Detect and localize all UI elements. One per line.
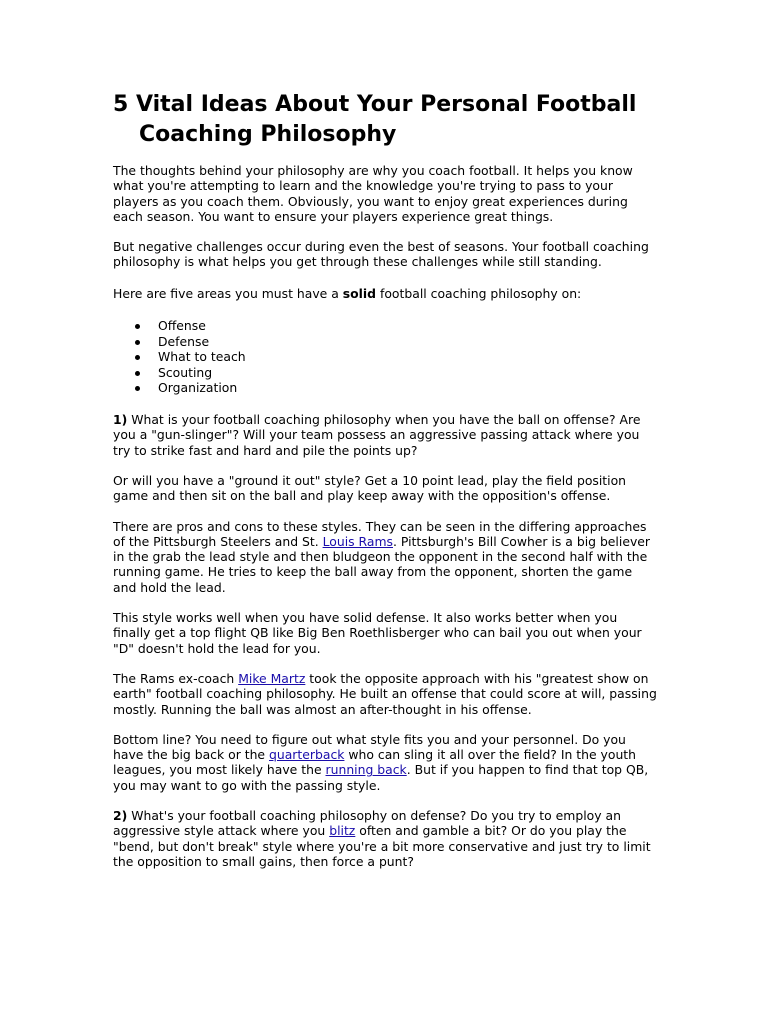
quarterback-link[interactable]: quarterback xyxy=(269,747,345,763)
list-item: Offense xyxy=(158,318,658,334)
running-back-link[interactable]: running back xyxy=(325,762,407,778)
bottom-text-3: . But if you happen to find that top QB, you may want to go with the passing style. xyxy=(113,762,649,793)
paragraph-challenges: But negative challenges occur during even the best of seasons. Your football coaching philosophy is what helps you get through these challenges while still standing. xyxy=(113,239,649,270)
list-item: Scouting xyxy=(158,365,658,381)
paragraph-five-areas xyxy=(113,286,658,301)
pros-text-after: . Pittsburgh's Bill Cowher is a big believer in the grab the lead style and then bludgeon the opponent in the second half with the running game. He tries to keep the ball away from the opponent, shorten the game and hold the lead. xyxy=(113,533,650,595)
mike-martz-link[interactable]: Mike Martz xyxy=(238,670,306,686)
paragraph-style-works: This style works well when you have solid defense. It also works better when you finally get a top flight QB like Big Ben Roethlisberger who can bail you out when your "D" doesn't hold the lead for you. xyxy=(113,610,642,656)
five-areas-bold-word: solid xyxy=(342,285,377,301)
article-title xyxy=(113,90,673,150)
paragraph-bottom-line xyxy=(113,732,658,793)
article-body xyxy=(113,163,658,884)
paragraph-intro: The thoughts behind your philosophy are why you coach football. It helps you know what you're attempting to learn and the knowledge you're trying to pass to your players as you coach them. Obviously, you want to enjoy great experiences during each season. You want to ensure your players experience great things. xyxy=(113,163,633,224)
title-line-1: 5 Vital Ideas About Your Personal Football xyxy=(113,92,637,117)
rams-text-before: The Rams ex-coach xyxy=(113,670,239,686)
title-line-2: Coaching Philosophy xyxy=(139,122,397,147)
paragraph-pros-cons xyxy=(113,519,658,595)
question-1-number: 1) xyxy=(113,412,128,428)
paragraph-ground-it-out: Or will you have a "ground it out" style? Get a 10 point lead, play the field position game and then sit on the ball and play keep away with the opposition's offense. xyxy=(113,472,627,504)
five-areas-text-before: Here are five areas you must have a xyxy=(113,285,343,301)
paragraph-question-1 xyxy=(113,412,658,458)
question-2-text-2: often and gamble a bit? Or do you play the "bend, but don't break" style where you're a bit more conservative and just try to limit the opposition to small gains, then force a punt? xyxy=(113,823,651,869)
paragraph-question-2 xyxy=(113,808,658,869)
list-item: Organization xyxy=(158,380,658,396)
bottom-text-2: who can sling it all over the field? In the youth leagues, you most likely have the xyxy=(113,747,637,778)
question-2-text-1: What's your football coaching philosophy on defense? Do you try to employ an aggressive style attack where you xyxy=(113,807,621,839)
areas-list xyxy=(113,318,658,396)
paragraph-rams-coach xyxy=(113,671,658,717)
list-item: What to teach xyxy=(158,349,658,365)
question-2-number: 2) xyxy=(113,807,128,823)
rams-text-after: took the opposite approach with his "greatest show on earth" football coaching philosophy. He built an offense that could score at will, passing mostly. Running the ball was almost an after-thought in his offense. xyxy=(113,670,657,717)
bottom-text-1: Bottom line? You need to figure out what style fits you and your personnel. Do you have the big back or the xyxy=(113,731,626,763)
five-areas-text-after: football coaching philosophy on: xyxy=(376,285,582,301)
pros-text-before: There are pros and cons to these styles. They can be seen in the differing approaches of the Pittsburgh Steelers and St. xyxy=(113,518,647,549)
louis-rams-link[interactable]: Louis Rams xyxy=(322,533,394,549)
list-item: Defense xyxy=(158,334,658,350)
question-1-text: What is your football coaching philosophy when you have the ball on offense? Are you a "gun-slinger"? Will your team possess an aggressive passing attack where you try to strike fast and hard and pile the points up? xyxy=(113,412,641,458)
blitz-link[interactable]: blitz xyxy=(329,823,356,839)
